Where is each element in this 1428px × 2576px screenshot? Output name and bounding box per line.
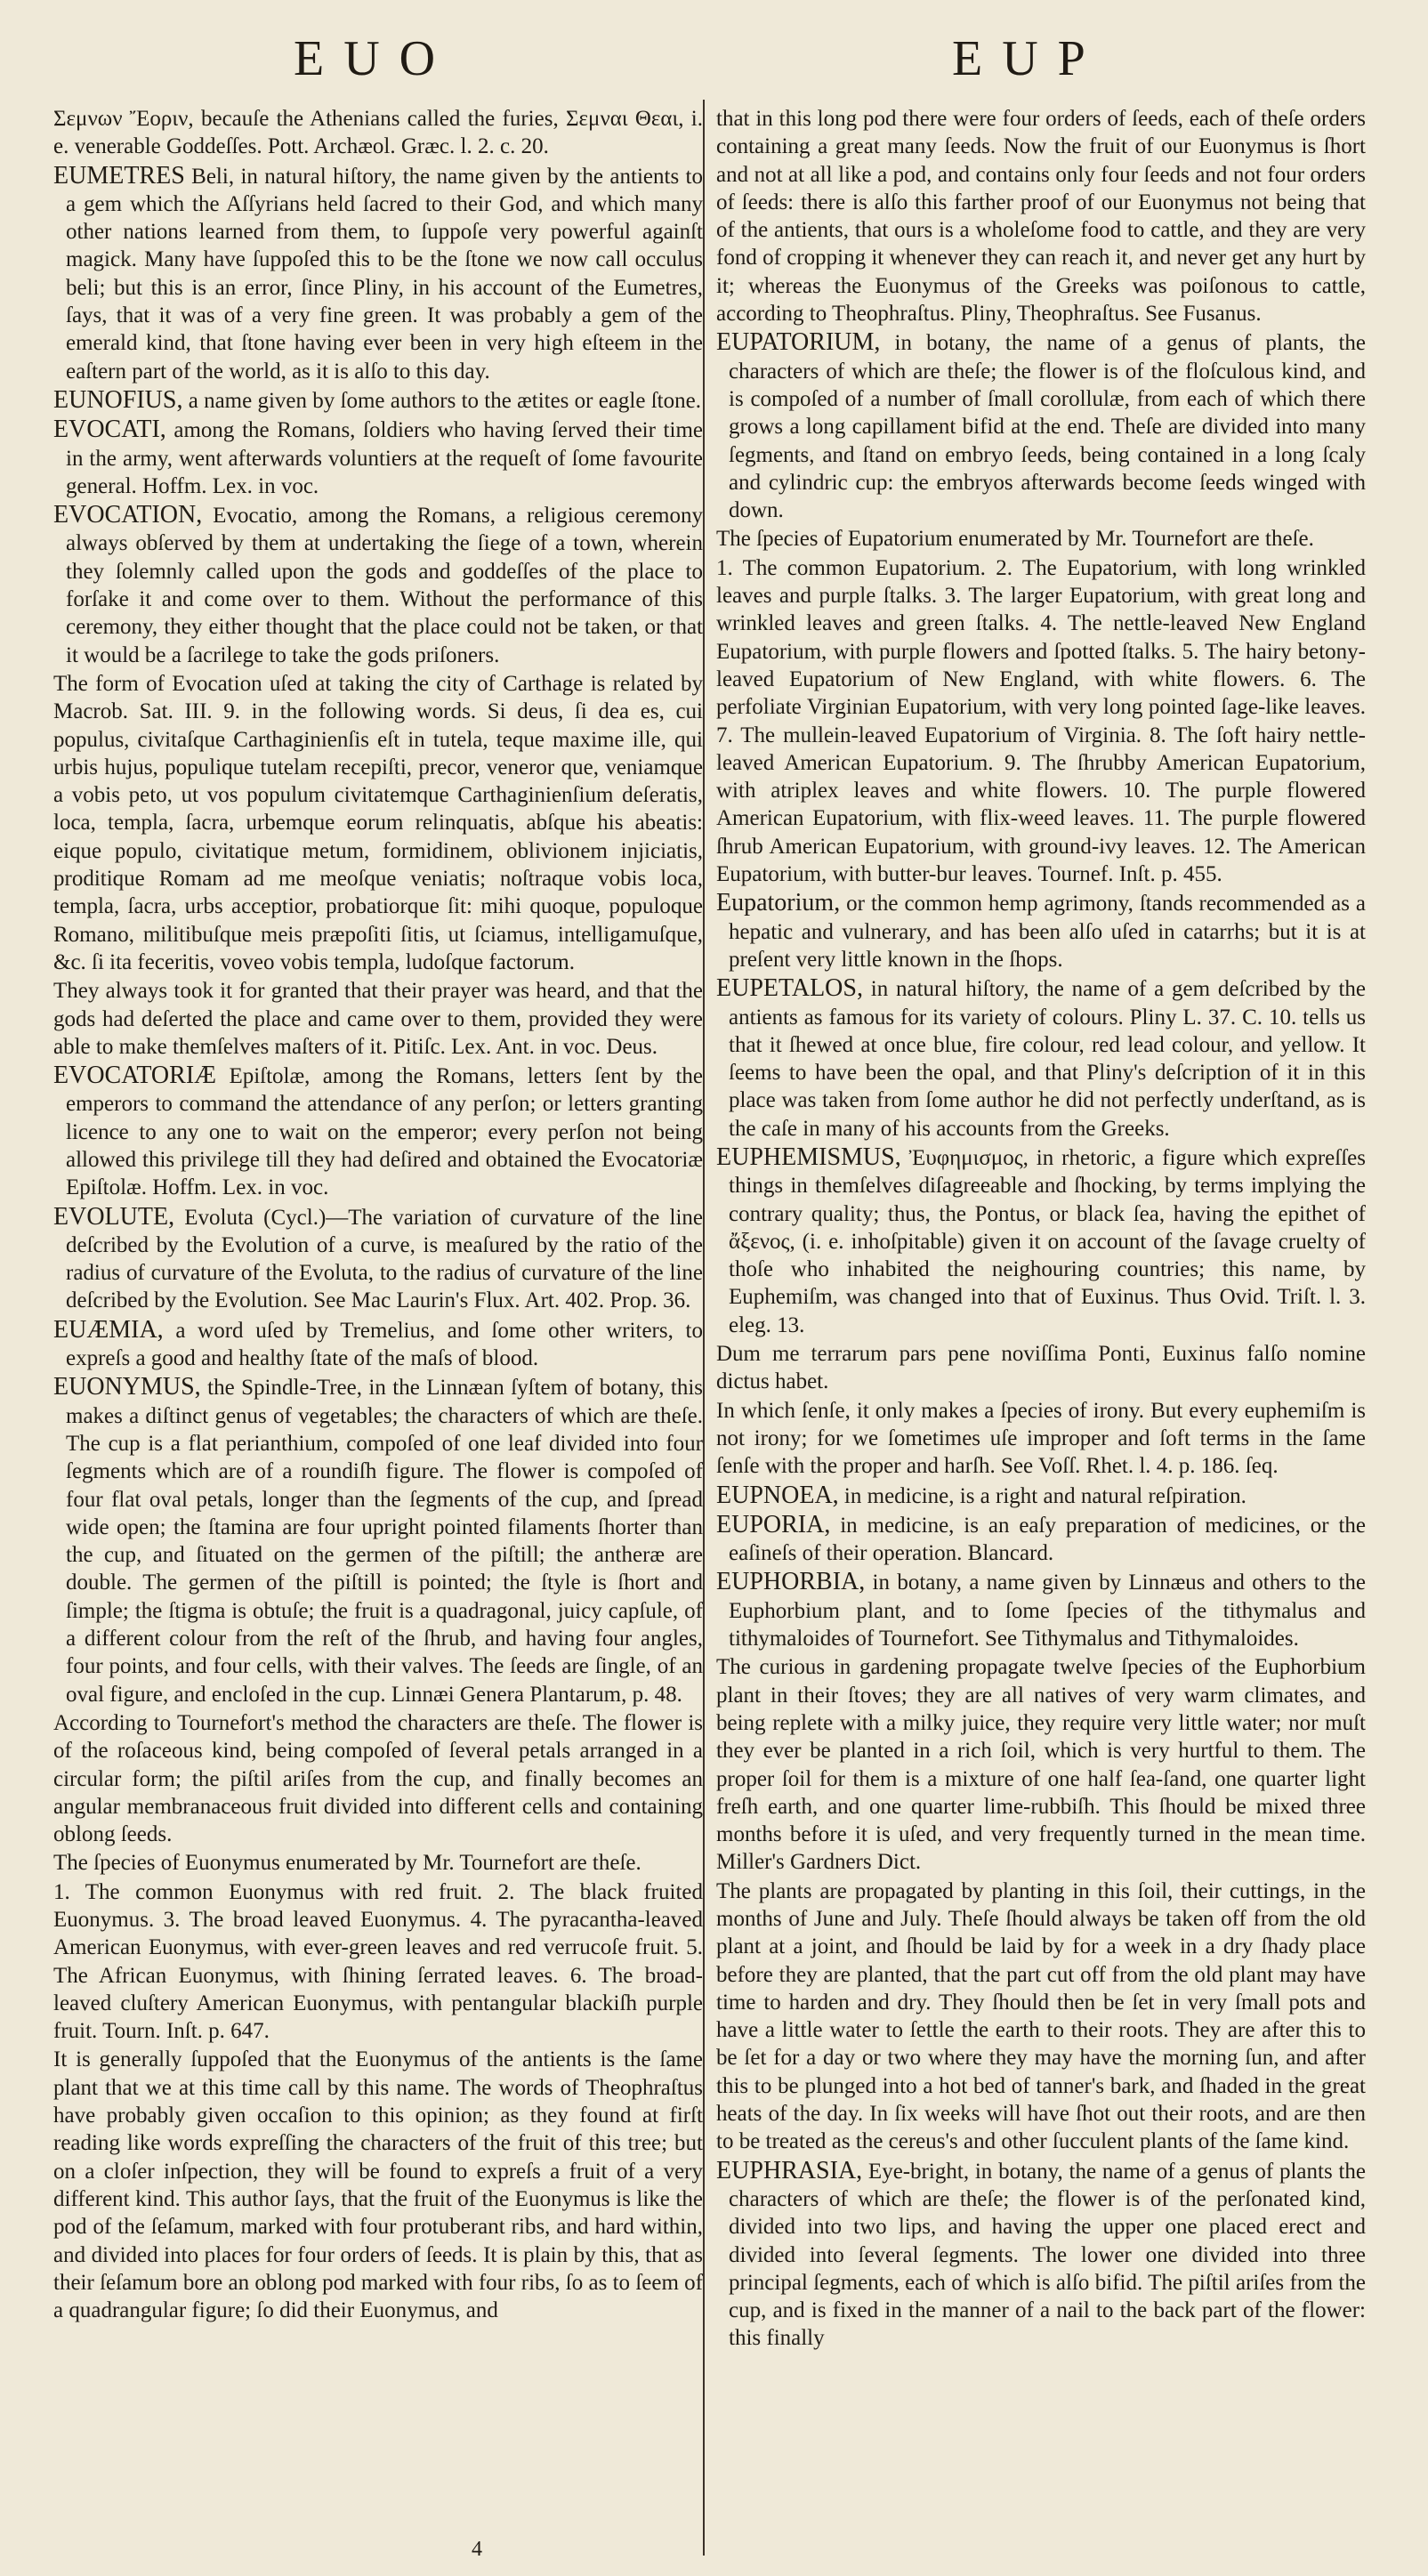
entry-headword: EUPHRASIA, bbox=[716, 2156, 863, 2184]
entry-body: in botany, the name of a genus of plants, the characters of which are theſe; the flower is of the floſculous kind, and is compoſed of a number of ſmall corollulæ, from each of which there grows a long capillament bifid at the end. Theſe are divided into many ſegments, and ſtand on embryo ſeeds, being contained in a long ſcaly and cylindric cup: the embryos afterwards become ſeeds winged with down. bbox=[729, 331, 1366, 523]
entry-body: Σεμνων Ἔοριν, becauſe the Athenians called the furies, Σεμναι Θεαι, i. e. venerable Goddeſſes. Pott. Archæol. Græc. l. 2. c. 20. bbox=[53, 107, 703, 159]
entry-body: Beli, in natural hiſtory, the name given by the antients to a gem which the Aſſyrians held ſacred to their God, and which many other nations learned from them, to ſuppoſe very powerful againſt magick. Many have ſuppoſed this to be the ſtone we now call occulus beli; but this is an error, ſince Pliny, in his account of the Eumetres, ſays, that it was of a very fine green. It was probably a gem of the emerald kind, that ſtone having ever been in very high eſteem in the eaſtern part of the world, as it is alſo to this day. bbox=[66, 164, 703, 384]
dictionary-entry bbox=[53, 162, 703, 385]
entry-headword: EVOCATORIÆ bbox=[53, 1062, 217, 1090]
entry-headword: EVOLUTE, bbox=[53, 1202, 175, 1231]
entry-body: Epiſtolæ, among the Romans, letters ſent by the emperors to command the attendance of any perſon; or letters granting licence to any one to wait on the emperor; every perſon not being allowed this privilege till they had deſired and obtained the Evocatoriæ Epiſtolæ. Hoffm. Lex. in voc. bbox=[66, 1064, 703, 1200]
entry-continuation bbox=[716, 554, 1366, 889]
entry-body: The curious in gardening propagate twelve ſpecies of the Euphorbium plant in their ſtoves; they are all natives of very warm climates, and being replete with a milky juice, they require very little water; nor muſt they ever be planted in a rich ſoil, which is very hurtful to them. The proper ſoil for them is a mixture of one half ſea-ſand, one quarter light freſh earth, and one quarter lime-rubbiſh. This ſhould be mixed three months before it is uſed, and very frequently turned in the mean time. Miller's Gardners Dict. bbox=[716, 1655, 1366, 1875]
dictionary-entry bbox=[716, 1568, 1366, 1652]
dictionary-entry bbox=[53, 1062, 703, 1201]
entry-body: in botany, a name given by Linnæus and others to the Euphorbium plant, and to ſome ſpecies of the tithymalus and tithymaloides of Tournefort. See Tithymalus and Tithymaloides. bbox=[729, 1571, 1366, 1651]
entry-continuation bbox=[716, 1340, 1366, 1396]
entry-continuation bbox=[716, 105, 1366, 327]
entry-headword: EVOCATI, bbox=[53, 416, 166, 444]
dictionary-entry bbox=[716, 328, 1366, 524]
entry-body: Eye-bright, in botany, the name of a genus of plants the characters of which are theſe; the flower is of the perſonated kind, divided into two lips, and having the upper one placed erect and divided into ſeveral ſegments. The lower one divided into three principal ſegments, each of which is alſo bifid. The piſtil ariſes from the cup, and is fixed in the manner of a nail to the back part of the flower: this finally bbox=[729, 2159, 1366, 2351]
entry-headword: EVOCATION, bbox=[53, 501, 203, 529]
entry-body: in medicine, is a right and natural reſpiration. bbox=[838, 1483, 1246, 1508]
entry-body: Evocatio, among the Romans, a religious ceremony always obſerved by them at undertaking the ſiege of a town, wherein they ſolemnly called upon the gods and goddeſſes of the place to forſake it and come over to them. Without the performance of this ceremony, they either thought that the place could not be taken, or that it would be a ſacrilege to take the gods priſoners. bbox=[66, 504, 703, 667]
entry-continuation bbox=[716, 1653, 1366, 1876]
dictionary-entry bbox=[53, 1373, 703, 1708]
dictionary-entry bbox=[53, 386, 703, 415]
dictionary-entry bbox=[716, 1511, 1366, 1568]
dictionary-entry bbox=[716, 1482, 1366, 1510]
entry-continuation bbox=[53, 2046, 703, 2324]
entry-headword: EUÆMIA, bbox=[53, 1315, 164, 1344]
entry-body: Evoluta (Cycl.)—The variation of curvature of the line deſcribed by the Evolution of a curve, is meaſured by the ratio of the radius of curvature of the Evoluta, to the radius of curvature of the line deſcribed by the Evolution. See Mac Laurin's Flux. Art. 402. Prop. 36. bbox=[66, 1205, 703, 1313]
dictionary-entry bbox=[53, 1316, 703, 1373]
dictionary-entry bbox=[53, 416, 703, 500]
entry-headword: EUPORIA, bbox=[716, 1510, 831, 1538]
entry-body: a name given by ſome authors to the ætites or eagle ſtone. bbox=[182, 388, 701, 413]
right-column bbox=[716, 105, 1366, 2472]
entry-body: They always took it for granted that their prayer was heard, and that the gods had deſerted the place and came over to them, provided they were able to make themſelves maſters of it. Pitiſc. Lex. Ant. in voc. Deus. bbox=[53, 979, 703, 1059]
page-number: 4 bbox=[472, 2538, 482, 2561]
entry-headword: EUPETALOS, bbox=[716, 974, 863, 1003]
entry-body: Ἐυφημισμος, in rhetoric, a figure which expreſſes things in themſelves diſagreeable and ſhocking, by terms implying the contrary quality; thus, the Pontus, or black ſea, having the epithet of ἄξενος, (i. e. inhoſpitable) given it on account of the ſavage cruelty of thoſe who inhabited the neighouring countries; this name, by Euphemiſm, was changed into that of Euxinus. Thus Ovid. Triſt. l. 3. eleg. 13. bbox=[729, 1145, 1366, 1337]
entry-body: According to Tournefort's method the characters are theſe. The flower is of the roſaceous kind, being compoſed of ſeveral petals arranged in a circular form; the piſtil ariſes from the cup, and finally becomes an angular membranaceous fruit divided into different cells and containing oblong ſeeds. bbox=[53, 1710, 703, 1847]
entry-body: among the Romans, ſoldiers who having ſerved their time in the army, went afterwards voluntiers at the requeſt of ſome favourite general. Hoffm. Lex. in voc. bbox=[66, 418, 703, 498]
entry-body: It is generally ſuppoſed that the Euonymus of the antients is the ſame plant that we at this time call by this name. The words of Theophraſtus have probably given occaſion to this opinion; as they found at firſt reading like words expreſſing the characters of the fruit of this tree; but on a cloſer inſpection, they will be found to expreſs a fruit of a very different kind. This author ſays, that the fruit of the Euonymus is like the pod of the ſeſamum, marked with four protuberant ribs, and hard within, and divided into places for four orders of ſeeds. It is plain by this, that as their ſeſamum bore an oblong pod marked with four ribs, ſo as to ſeem of a quadrangular figure; ſo did their Euonymus, and bbox=[53, 2047, 703, 2323]
entry-body: a word uſed by Tremelius, and ſome other writers, to expreſs a good and healthy ſtate of the maſs of blood. bbox=[66, 1318, 703, 1371]
entry-body: The form of Evocation uſed at taking the city of Carthage is related by Macrob. Sat. III. 9. in the following words. Si deus, ſi dea es, cui populus, civitaſque Carthaginienſis eſt in tutela, teque maxime ille, qui urbis hujus, populique tutelam recepiſti, precor, veneror que, veniamque a vobis peto, ut vos populum civitatemque Carthaginienſium deſeratis, loca, templa, ſacra, urbemque eorum relinquatis, abſque his abeatis: eique populo, civitatique metum, formidinem, oblivionem injiciatis, proditique Romam ad me meoſque veniatis; noſtraque vobis loca, templa, ſacra, urbs acceptior, probatiorque ſit: mihi quoque, populoque Romano, militibuſque meis præpoſiti ſitis, ut ſciamus, intelligamuſque, &c. ſi ita feceritis, voveo vobis templa, ludoſque factorum. bbox=[53, 671, 703, 974]
entry-continuation bbox=[53, 1709, 703, 1848]
entry-body: 1. The common Euonymus with red fruit. 2. The black fruited Euonymus. 3. The broad leaved Euonymus. 4. The pyracantha-leaved American Euonymus, with ever-green leaves and red verrucoſe fruit. 5. The African Euonymus, with ſhining ſerrated leaves. 6. The broad-leaved cluſtery American Euonymus, with pentangular blackiſh purple fruit. Tourn. Inſt. p. 647. bbox=[53, 1879, 703, 2044]
entry-continuation bbox=[53, 1849, 703, 1877]
dictionary-entry bbox=[53, 501, 703, 669]
entry-headword: EUPHORBIA, bbox=[716, 1568, 866, 1596]
entry-continuation bbox=[53, 105, 703, 161]
running-head-right: EUP bbox=[952, 31, 1105, 86]
entry-continuation bbox=[53, 670, 703, 976]
entry-headword: EUPATORIUM, bbox=[716, 328, 881, 357]
entry-body: The plants are propagated by planting in this ſoil, their cuttings, in the months of June and July. Theſe ſhould always be taken off from the old plant at a joint, and ſhould be laid by for a week in a dry ſhady place before they are planted, that the part cut off from the old plant may have time to harden and dry. They ſhould then be ſet in very ſmall pots and have a little water to ſettle the earth to their roots. They are after this to be ſet for a day or two where they may have the morning ſun, and after this to be plunged into a hot bed of tanner's bark, and ſhaded in the great heats of the day. In ſix weeks will have ſhot out their roots, and are then to be treated as the cereus's and other ſucculent plants of the ſame kind. bbox=[716, 1878, 1366, 2154]
entry-continuation bbox=[53, 977, 703, 1061]
entry-body: the Spindle-Tree, in the Linnæan ſyſtem of botany, this makes a diſtinct genus of vegetables; the characters of which are theſe. The cup is a flat perianthium, compoſed of one leaf divided into four ſegments which are of a roundiſh figure. The flower is compoſed of four flat oval petals, longer than the ſegments of the cup, and ſpread wide open; the ſtamina are four upright pointed filaments ſhorter than the cup, and ſituated on the germen of the piſtill; the antheræ are double. The germen of the piſtill is pointed; the ſtyle is ſhort and ſimple; the ſtigma is obtuſe; the fruit is a quadragonal, juicy capſule, of a different colour from the reſt of the ſhrub, and having four angles, four points, and four cells, with their valves. The ſeeds are ſingle, of an oval figure, and encloſed in the cup. Linnæi Genera Plantarum, p. 48. bbox=[66, 1376, 703, 1707]
entry-body: that in this long pod there were four orders of ſeeds, each of theſe orders containing a great many ſeeds. Now the fruit of our Euonymus is ſhort and not at all like a pod, and contains only four ſeeds and not four orders of ſeeds: there is alſo this farther proof of our Euonymus not being that of the antients, that ours is a wholeſome food to cattle, and they are very fond of cropping it whenever they can reach it, and never get any hurt by it; whereas the Euonymus of the Greeks was poiſonous to cattle, according to Theophraſtus. Pliny, Theophraſtus. See Fusanus. bbox=[716, 107, 1366, 327]
entry-body: Dum me terrarum pars pene noviſſima Ponti, Euxinus falſo nomine dictus habet. bbox=[716, 1342, 1366, 1394]
dictionary-entry bbox=[716, 974, 1366, 1143]
entry-body: in natural hiſtory, the name of a gem deſcribed by the antients as famous for its variety of colours. Pliny L. 37. C. 10. tells us that it ſhewed at once blue, fire colour, red lead colour, and yellow. It ſeems to have been the opal, and that Pliny's deſcription of it in this place was taken from ſome author he did not perfectly underſtand, as is the caſe in many of his accounts from the Greeks. bbox=[729, 977, 1366, 1141]
dictionary-entry bbox=[53, 1203, 703, 1315]
entry-body: or the common hemp agrimony, ſtands recommended as a hepatic and vulnerary, and has been alſo uſed in catarrhs; but it is at preſent very little known in the ſhops. bbox=[729, 892, 1366, 972]
entry-headword: EUPNOEA, bbox=[716, 1481, 839, 1509]
entry-headword: Eupatorium, bbox=[716, 889, 841, 917]
entry-body: The ſpecies of Euonymus enumerated by Mr. Tournefort are theſe. bbox=[53, 1851, 641, 1876]
dictionary-entry bbox=[716, 889, 1366, 973]
dictionary-entry bbox=[716, 2157, 1366, 2353]
entry-body: In which ſenſe, it only makes a ſpecies of irony. But every euphemiſm is not irony; for we ſometimes uſe improper and ſoft terms in the ſame ſenſe with the proper and harſh. See Voſſ. Rhet. l. 4. p. 186. ſeq. bbox=[716, 1398, 1366, 1479]
entry-body: The ſpecies of Eupatorium enumerated by Mr. Tournefort are theſe. bbox=[716, 527, 1314, 552]
entry-headword: EUMETRES bbox=[53, 161, 185, 190]
entry-body: in medicine, is an eaſy preparation of medicines, or the eaſineſs of their operation. Blancard. bbox=[729, 1513, 1366, 1566]
entry-headword: EUONYMUS, bbox=[53, 1373, 201, 1401]
dictionary-entry bbox=[716, 1143, 1366, 1339]
entry-continuation bbox=[53, 1878, 703, 2046]
entry-continuation bbox=[716, 1877, 1366, 2156]
left-column bbox=[53, 105, 703, 2472]
entry-headword: EUPHEMISMUS, bbox=[716, 1143, 901, 1171]
running-head-left: EUO bbox=[294, 31, 456, 86]
entry-headword: EUNOFIUS, bbox=[53, 385, 183, 414]
entry-continuation bbox=[716, 525, 1366, 553]
entry-body: 1. The common Eupatorium. 2. The Eupatorium, with long wrinkled leaves and purple ſtalks. 3. The larger Eupatorium, with great long and wrinkled leaves and green ſtalks. 4. The nettle-leaved New England Eupatorium, with purple flowers and ſpotted ſtalks. 5. The hairy betony-leaved Eupatorium of New England, with white flowers. 6. The perfoliate Virginian Eupatorium, with very long pointed ſage-like leaves. 7. The mullein-leaved Eupatorium of Virginia. 8. The ſoft hairy nettle-leaved American Eupatorium. 9. The ſhrubby American Eupatorium, with atriplex leaves and white flowers. 10. The purple flowered American Eupatorium, with flix-weed leaves. 11. The purple flowered ſhrub American Eupatorium, with ground-ivy leaves. 12. The American Eupatorium, with butter-bur leaves. Tournef. Inſt. p. 455. bbox=[716, 555, 1366, 887]
entry-continuation bbox=[716, 1397, 1366, 1481]
column-divider bbox=[703, 100, 705, 2556]
